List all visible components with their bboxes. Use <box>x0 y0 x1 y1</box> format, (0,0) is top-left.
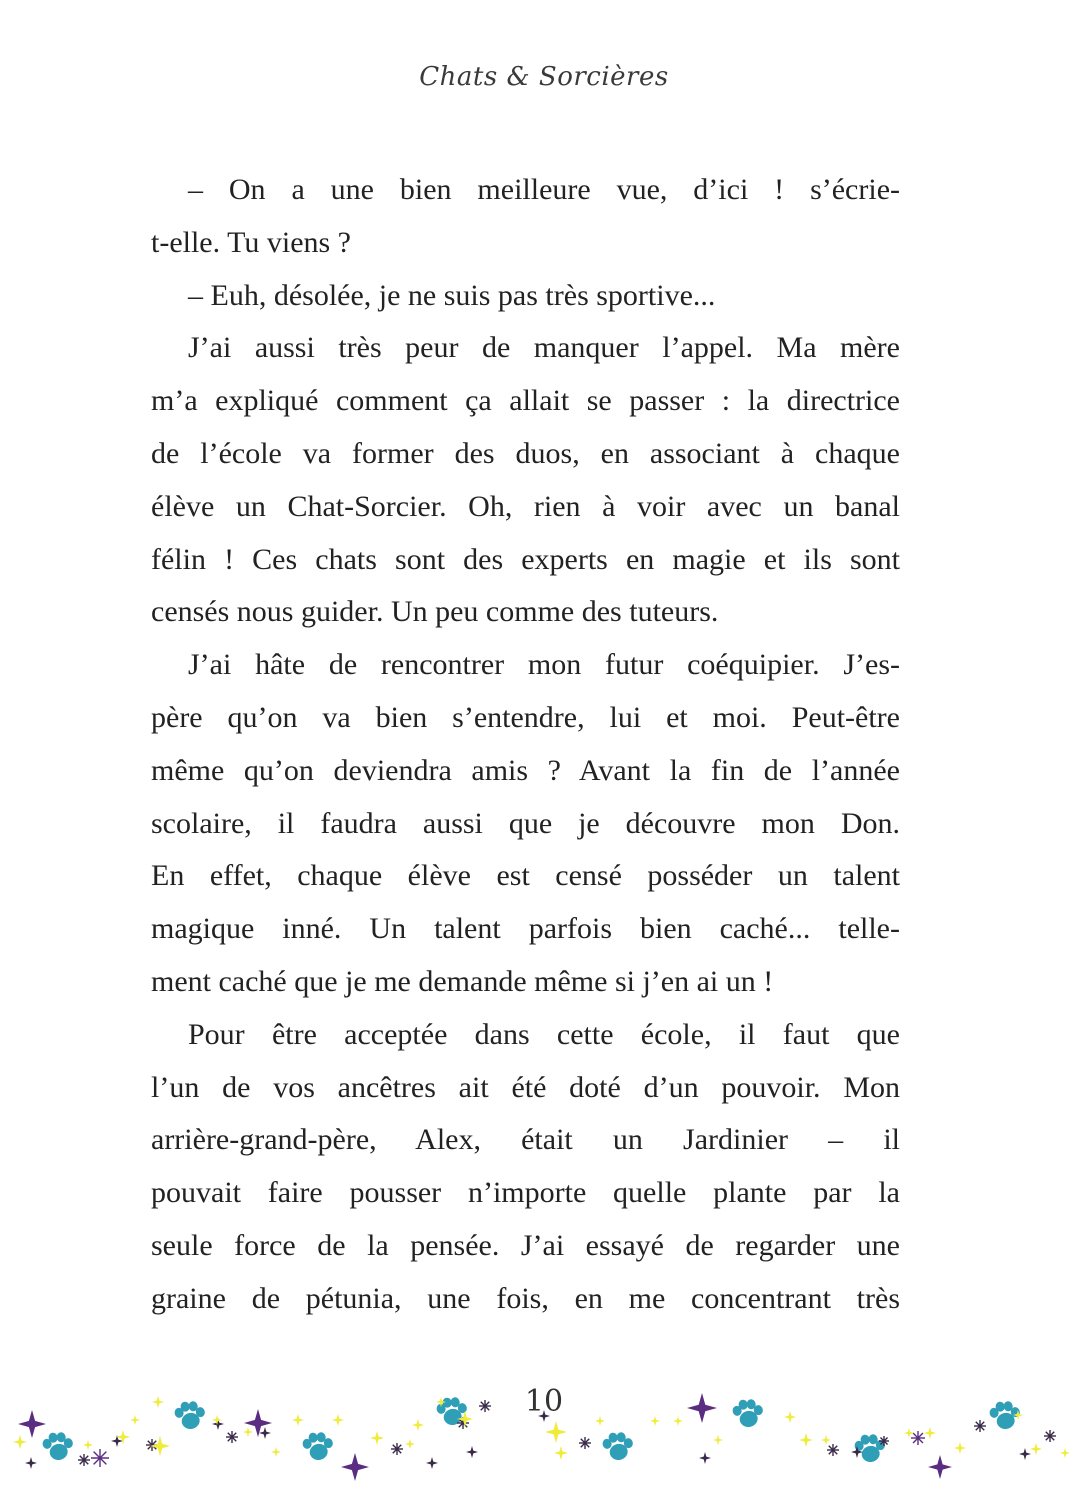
text-line: – Euh, désolée, je ne suis pas très sportive... <box>188 278 716 312</box>
running-title: Chats & Sorcières <box>419 62 669 92</box>
sparkle-star-icon <box>412 1419 424 1431</box>
text-line: même qu’on deviendra amis ? Avant la fin de l’année <box>151 753 900 787</box>
text-line: m’a expliqué comment ça allait se passer : la directrice <box>151 384 900 418</box>
asterisk-star-icon <box>827 1444 839 1456</box>
sparkle-star-icon <box>1060 1448 1070 1458</box>
sparkle-star-icon <box>554 1446 568 1460</box>
sparkle-star-icon <box>83 1440 93 1450</box>
sparkle-star-icon <box>928 1455 952 1479</box>
paragraph <box>151 322 900 639</box>
sparkle-star-icon <box>341 1453 369 1481</box>
paw-print-icon <box>853 1432 887 1465</box>
paw-print-icon <box>301 1430 335 1463</box>
text-line: l’un de vos ancêtres ait été doté d’un pouvoir. Mon <box>151 1070 900 1104</box>
asterisk-star-icon <box>91 1449 109 1467</box>
text-line: graine de pétunia, une fois, en me concentrant très <box>151 1281 900 1315</box>
sparkle-star-icon <box>1019 1448 1031 1460</box>
page-number: 10 <box>524 1384 564 1419</box>
asterisk-star-icon <box>226 1431 238 1443</box>
sparkle-star-icon <box>699 1452 711 1464</box>
text-line: arrière-grand-père, Alex, était un Jardinier – il <box>151 1123 900 1157</box>
text-line: J’ai aussi très peur de manquer l’appel. Ma mère <box>188 331 900 365</box>
text-line: – On a une bien meilleure vue, d’ici ! s’écrie- <box>188 173 900 206</box>
asterisk-star-icon <box>1044 1430 1056 1442</box>
asterisk-star-icon <box>78 1454 90 1466</box>
paw-print-icon <box>41 1430 75 1463</box>
text-line: ment caché que je me demande même si j’en ai un ! <box>151 964 774 998</box>
text-line: père qu’on va bien s’entendre, lui et moi. Peut-être <box>151 700 900 734</box>
asterisk-star-icon <box>579 1437 591 1449</box>
paragraph <box>151 1009 900 1326</box>
text-line: pouvait faire pousser n’importe quelle plante par la <box>151 1176 900 1210</box>
asterisk-star-icon <box>974 1420 986 1432</box>
text-line: élève un Chat-Sorcier. Oh, rien à voir avec un banal <box>151 489 900 523</box>
text-line: magique inné. Un talent parfois bien caché... telle- <box>151 912 900 946</box>
sparkle-star-icon <box>545 1421 567 1443</box>
sparkle-star-icon <box>924 1427 936 1439</box>
asterisk-star-icon <box>879 1436 889 1446</box>
sparkle-star-icon <box>799 1433 813 1447</box>
body-text <box>151 164 900 1326</box>
sparkle-star-icon <box>271 1447 281 1457</box>
sparkle-star-icon <box>426 1457 438 1469</box>
sparkle-star-icon <box>904 1428 914 1438</box>
sparkle-star-icon <box>370 1431 384 1445</box>
text-line: félin ! Ces chats sont des experts en magie et ils sont <box>151 542 900 576</box>
paragraph <box>151 270 900 323</box>
text-line: Pour être acceptée dans cette école, il faut que <box>188 1017 900 1051</box>
text-line: En effet, chaque élève est censé posséder un talent <box>151 859 900 893</box>
text-line: J’ai hâte de rencontrer mon futur coéquipier. J’es- <box>188 648 900 682</box>
text-line: t-elle. Tu viens ? <box>151 225 351 259</box>
sparkle-star-icon <box>954 1442 966 1454</box>
sparkle-star-icon <box>466 1446 478 1458</box>
text-line: scolaire, il faudra aussi que je découvre mon Don. <box>151 806 900 840</box>
sparkle-star-icon <box>405 1439 415 1449</box>
paw-print-icon <box>601 1430 635 1463</box>
text-line: censés nous guider. Un peu comme des tuteurs. <box>151 595 719 629</box>
sparkle-star-icon <box>243 1427 253 1437</box>
text-line: seule force de la pensée. J’ai essayé de regarder une <box>151 1228 900 1262</box>
paragraph <box>151 164 900 270</box>
text-line: de l’école va former des duos, en associant à chaque <box>151 436 900 470</box>
sparkle-star-icon <box>1030 1443 1042 1455</box>
sparkle-star-icon <box>13 1435 27 1449</box>
asterisk-star-icon <box>391 1443 403 1455</box>
sparkle-star-icon <box>25 1457 37 1469</box>
sparkle-star-icon <box>713 1435 723 1445</box>
paragraph <box>151 639 900 1009</box>
sparkle-star-icon <box>821 1435 831 1445</box>
sparkle-star-icon <box>150 1436 170 1456</box>
sparkle-star-icon <box>259 1427 271 1439</box>
